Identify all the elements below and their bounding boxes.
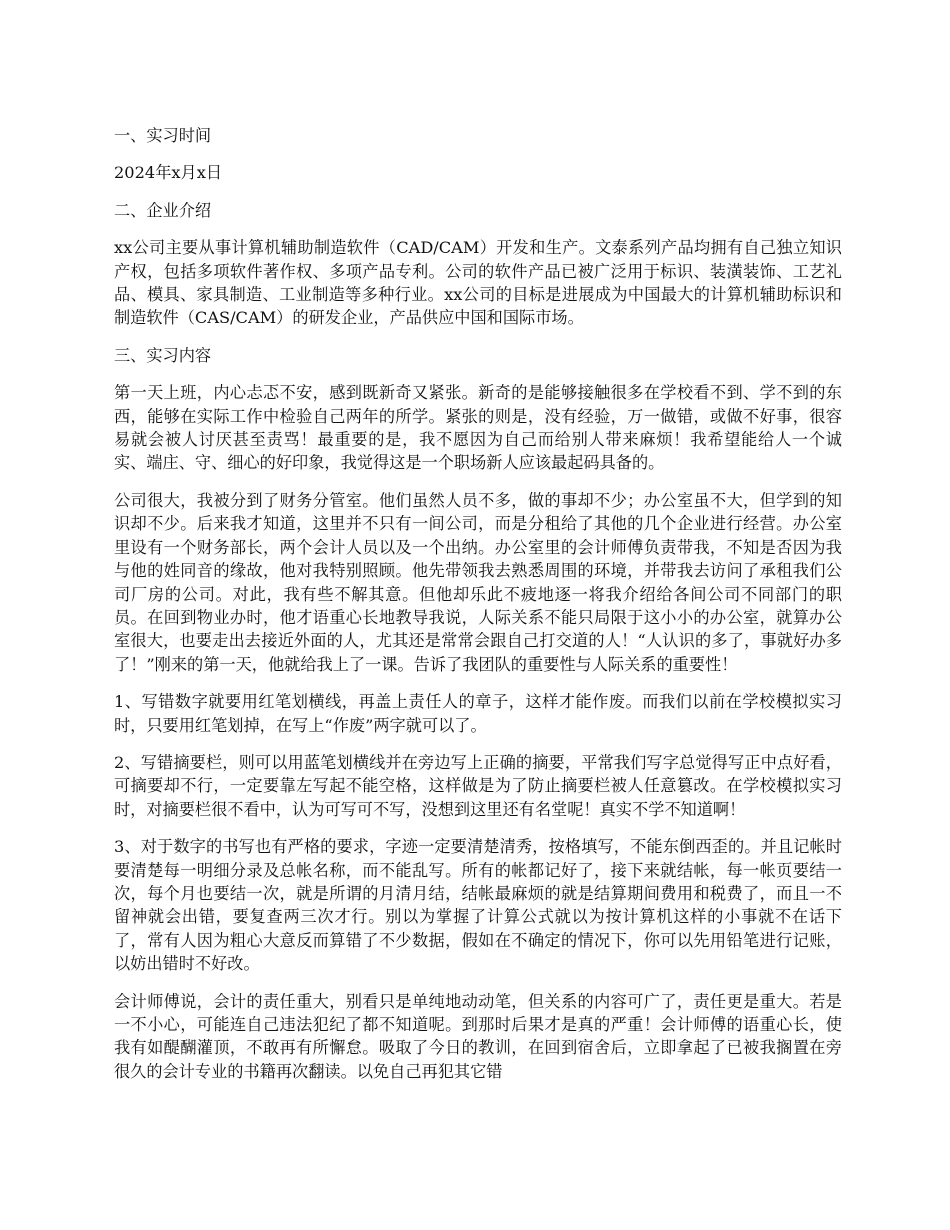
- section-heading-internship-time: 一、实习时间: [114, 126, 212, 145]
- first-day-paragraph: 第一天上班，内心忐忑不安，感到既新奇又紧张。新奇的是能够接触很多在学校看不到、学不到的东西，能够在实际工作中检验自己两年的所学。紧张的则是，没有经验，万一做错，或做不好事，很容易就会被人讨厌甚至责骂！最重要的是，我不愿因为自己而给别人带来麻烦！我希望能给人一个诚实、端庄、守、细心的好印象，我觉得这是一个职场新人应该最起码具备的。: [114, 383, 842, 473]
- accountant-advice-paragraph: 会计师傅说，会计的责任重大，别看只是单纯地动动笔，但关系的内容可广了，责任更是重大。若是一不小心，可能连自己违法犯纪了都不知道呢。到那时后果才是真的严重！会计师傅的语重心长，使我有如醍醐灌顶，不敢再有所懈怠。吸取了今日的教训，在回到宿舍后，立即拿起了已被我搁置在旁很久的会计专业的书籍再次翻读。以免自己再犯其它错: [114, 991, 842, 1081]
- section-heading-company-intro: 二、企业介绍: [114, 200, 212, 220]
- rule-item-2: 2、写错摘要栏，则可以用蓝笔划横线并在旁边写上正确的摘要，平常我们写字总觉得写正中点好看，可摘要却不行，一定要靠左写起不能空格，这样做是为了防止摘要栏被人任意篡改。在学校模拟实习时，对摘要栏很不看中，认为可写可不写，没想到这里还有名堂呢！真实不学不知道啊！: [114, 752, 842, 819]
- document-body: [114, 124, 842, 1097]
- rule-item-3: 3、对于数字的书写也有严格的要求，字迹一定要清楚清秀，按格填写，不能东倒西歪的。并且记帐时要清楚每一明细分录及总帐名称，而不能乱写。所有的帐都记好了，接下来就结帐，每一帐页要结一次，每个月也要结一次，就是所谓的月清月结，结帐最麻烦的就是结算期间费用和税费了，而且一不留神就会出错，要复查两三次才行。别以为掌握了计算公式就以为按计算机这样的小事就不在话下了，常有人因为粗心大意反而算错了不少数据，假如在不确定的情况下，你可以先用铅笔进行记账，以妨出错时不好改。: [114, 837, 842, 974]
- company-office-paragraph: 公司很大，我被分到了财务分管室。他们虽然人员不多，做的事却不少；办公室虽不大，但学到的知识却不少。后来我才知道，这里并不只有一间公司，而是分租给了其他的几个企业进行经营。办公室里设有一个财务部长，两个会计人员以及一个出纳。办公室里的会计师傅负责带我，不知是否因为我与他的姓同音的缘故，他对我特别照顾。他先带领我去熟悉周围的环境，并带我去访问了承租我们公司厂房的公司。对此，我有些不解其意。但他却乐此不疲地逐一将我介绍给各间公司不同部门的职员。在回到物业办时，他才语重心长地教导我说，人际关系不能只局限于这小小的办公室，就算办公室很大，也要走出去接近外面的人，尤其还是常常会跟自己打交道的人！“人认识的多了，事就好办多了！”刚来的第一天，他就给我上了一课。告诉了我团队的重要性与人际关系的重要性！: [114, 490, 842, 674]
- internship-date: 2024年x月x日: [114, 163, 223, 183]
- section-heading-internship-content: 三、实习内容: [114, 345, 212, 365]
- rule-item-1: 1、写错数字就要用红笔划横线，再盖上责任人的章子，这样才能作废。而我们以前在学校模拟实习时，只要用红笔划掉，在写上“作废”两字就可以了。: [114, 692, 842, 735]
- company-intro-paragraph: xx公司主要从事计算机辅助制造软件（CAD/CAM）开发和生产。文泰系列产品均拥有自己独立知识产权，包括多项软件著作权、多项产品专利。公司的软件产品已被广泛用于标识、装潢装饰、工艺礼品、模具、家具制造、工业制造等多种行业。xx公司的目标是进展成为中国最大的计算机辅助标识和制造软件（CAS/CAM）的研发企业，产品供应中国和国际市场。: [114, 238, 842, 328]
